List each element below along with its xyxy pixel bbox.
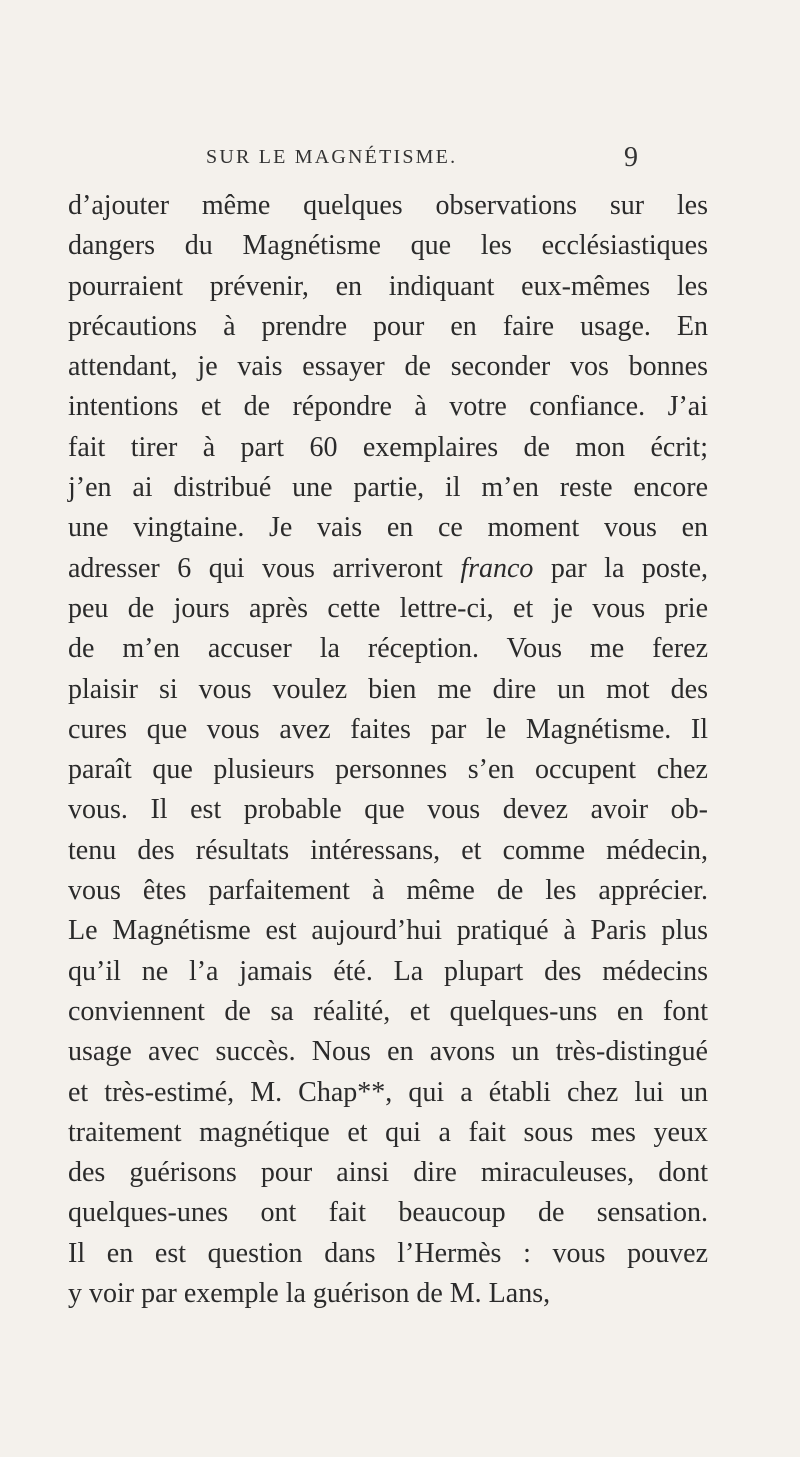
text-line: vous êtes parfaitement à même de les apprécier. xyxy=(68,875,708,907)
text-line: paraît que plusieurs personnes s’en occupent chez xyxy=(68,754,708,786)
text-segment: adresser 6 qui vous arriveront xyxy=(68,552,461,584)
text-line: attendant, je vais essayer de seconder vos bonnes xyxy=(68,351,708,383)
text-segment: par la poste, xyxy=(533,552,708,584)
italic-word: franco xyxy=(460,552,534,584)
text-line: d’ajouter même quelques observations sur les xyxy=(68,190,708,221)
text-line: peu de jours après cette lettre-ci, et je vous prie xyxy=(68,592,708,624)
text-line: j’en ai distribué une partie, il m’en reste encore xyxy=(68,472,708,504)
text-line: plaisir si vous voulez bien me dire un mot des xyxy=(68,673,708,705)
text-line: qu’il ne l’a jamais été. La plupart des médecins xyxy=(68,955,708,987)
text-line: Il en est question dans l’Hermès : vous pouvez xyxy=(68,1237,708,1269)
text-line: tenu des résultats intéressans, et comme médecin, xyxy=(68,834,708,866)
text-line: de m’en accuser la réception. Vous me ferez xyxy=(68,633,708,665)
text-line: et très-estimé, M. Chap**, qui a établi chez lui un xyxy=(68,1076,708,1108)
text-line: traitement magnétique et qui a fait sous mes yeux xyxy=(68,1116,708,1148)
page-header xyxy=(206,142,638,180)
text-line: Le Magnétisme est aujourd’hui pratiqué à Paris plus xyxy=(68,915,708,947)
page-number: 9 xyxy=(624,142,638,173)
running-title: SUR LE MAGNÉTISME. xyxy=(206,146,458,168)
text-line: y voir par exemple la guérison de M. Lans, xyxy=(68,1278,551,1310)
text-line: dangers du Magnétisme que les ecclésiastiques xyxy=(68,230,708,262)
text-line: fait tirer à part 60 exemplaires de mon écrit; xyxy=(68,431,708,463)
text-line: une vingtaine. Je vais en ce moment vous en xyxy=(68,512,708,544)
body-text xyxy=(68,186,708,1314)
text-line: des guérisons pour ainsi dire miraculeuses, dont xyxy=(68,1157,708,1189)
text-line: conviennent de sa réalité, et quelques-uns en font xyxy=(68,995,708,1027)
text-line: précautions à prendre pour en faire usage. En xyxy=(68,310,708,342)
text-line-with-italic xyxy=(68,549,708,589)
text-line: usage avec succès. Nous en avons un très-distingué xyxy=(68,1036,708,1068)
text-line: vous. Il est probable que vous devez avoir ob- xyxy=(68,794,708,826)
text-line: cures que vous avez faites par le Magnétisme. Il xyxy=(68,713,708,745)
text-line: intentions et de répondre à votre confiance. J’ai xyxy=(68,391,708,423)
text-line: quelques-unes ont fait beaucoup de sensation. xyxy=(68,1197,708,1229)
text-line: pourraient prévenir, en indiquant eux-mêmes les xyxy=(68,270,708,302)
